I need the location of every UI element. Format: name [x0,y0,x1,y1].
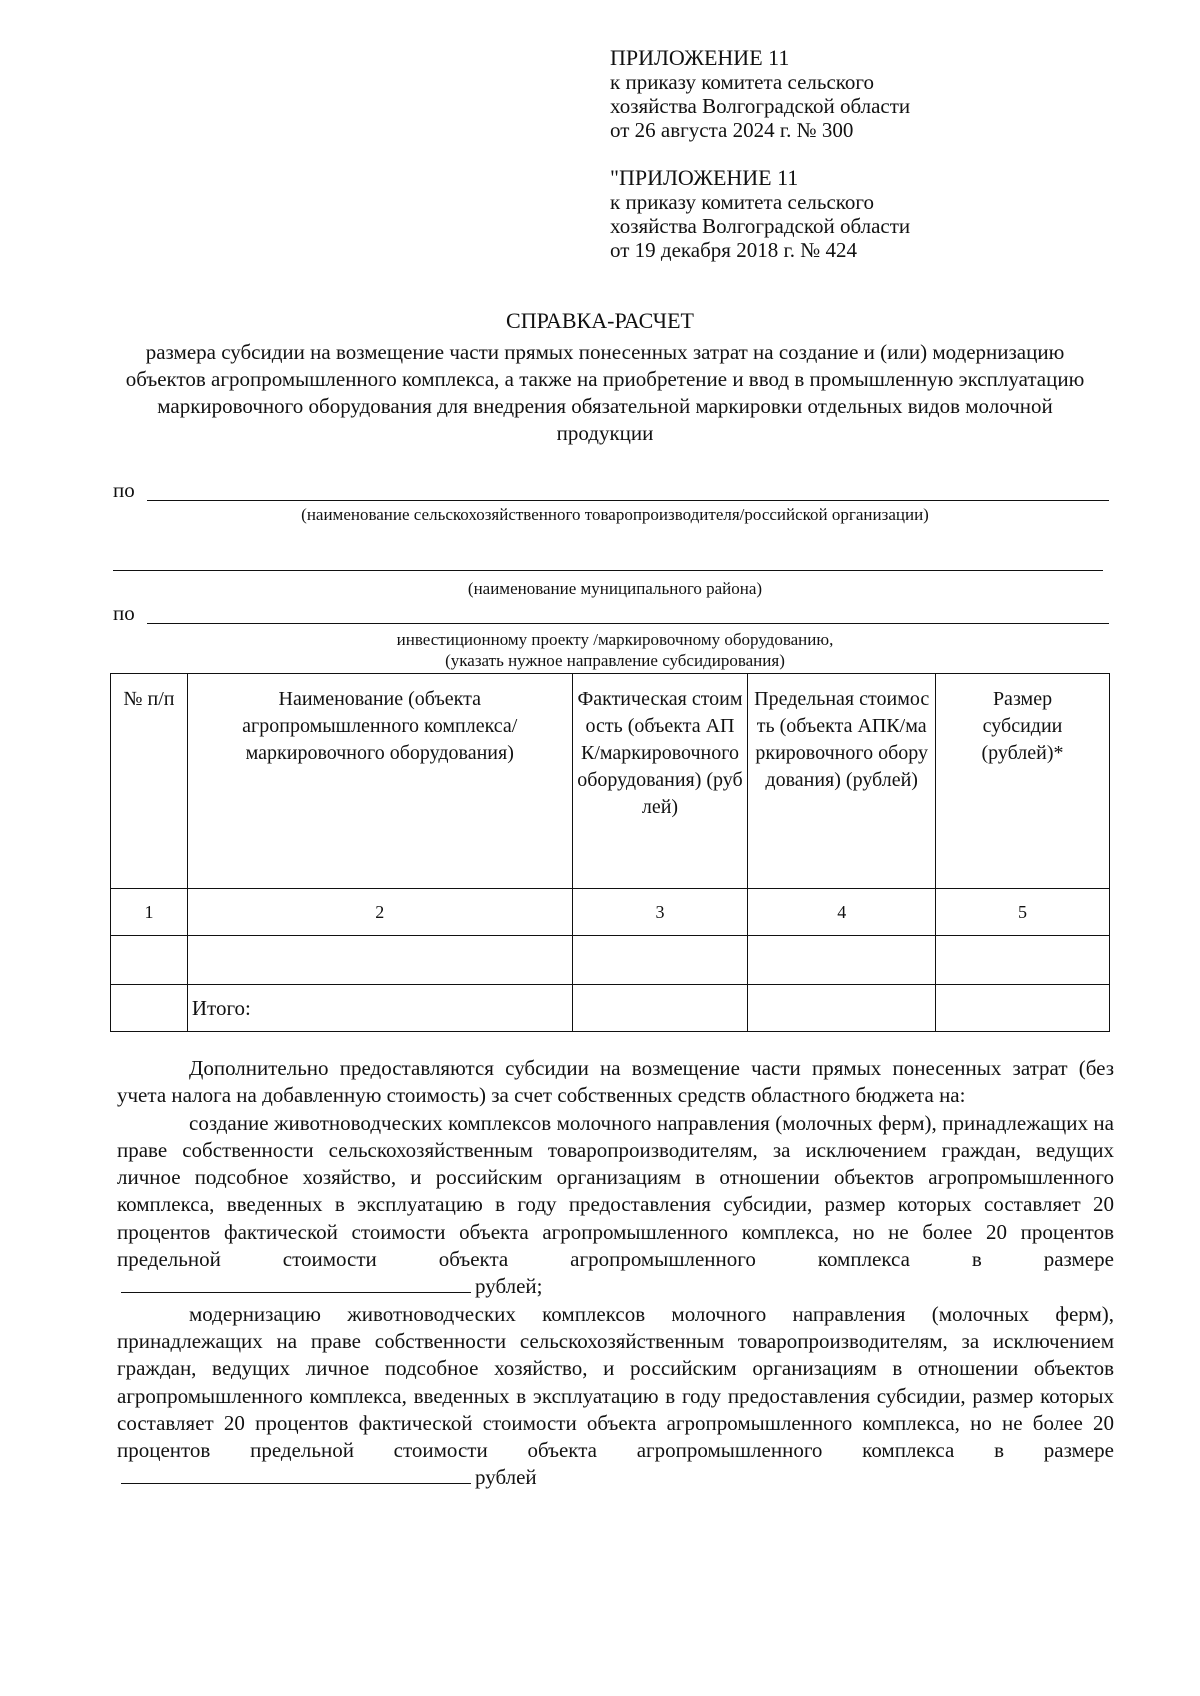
appendix-current-line1: к приказу комитета сельского [610,70,875,94]
body-paragraph-creation-end: рублей; [475,1274,543,1299]
appendix-original-line2: хозяйства Волгоградской области [610,214,911,238]
fill-line-producer-prefix: по [113,478,135,502]
total-label: Итого: [187,985,572,1032]
table-cell-empty[interactable] [187,936,572,985]
table-number-row [111,889,1110,936]
column-number-2: 2 [187,889,572,936]
header-number: № п/п [111,674,188,889]
table-cell-empty[interactable] [748,936,936,985]
fill-line-district-underline[interactable] [113,570,1103,571]
appendix-current [610,46,910,142]
table-row [111,936,1110,985]
table-total-row [111,985,1110,1032]
fill-line-producer [113,478,1113,506]
appendix-current-line3: от 26 августа 2024 г. № 300 [610,118,854,142]
table-cell-empty[interactable] [111,936,188,985]
appendix-original-line3: от 19 декабря 2018 г. № 424 [610,238,857,262]
appendix-current-head: ПРИЛОЖЕНИЕ 11 [610,45,790,70]
header-subsidy-amount: Размер субсидии (рублей)* [936,674,1110,889]
calculation-table [110,673,1110,1032]
fill-line-producer-caption: (наименование сельскохозяйственного товаропроизводителя/российской организации) [301,505,929,524]
table-cell-empty [111,985,188,1032]
appendix-original [610,166,910,262]
body-paragraph-intro: Дополнительно предоставляются субсидии на возмещение части прямых понесенных затрат (без учета налога на добавленную стоимость) за счет собственных средств областного бюджета на: [117,1056,1114,1108]
body-paragraph-modernization-end: рублей [475,1465,537,1490]
table-header-row [111,674,1110,889]
fill-line-direction-caption-line2: (указать нужное направление субсидирования) [445,651,785,670]
total-limit-cost-cell[interactable] [748,985,936,1032]
total-subsidy-cell[interactable] [936,985,1110,1032]
column-number-5: 5 [936,889,1110,936]
fill-line-direction [113,601,1113,629]
header-actual-cost: Фактическая стоимость (объекта АПК/маркировочного оборудования) (рублей) [572,674,748,889]
fill-line-district-caption: (наименование муниципального района) [467,579,763,598]
column-number-4: 4 [748,889,936,936]
header-limit-cost: Предельная стоимость (объекта АПК/маркировочного оборудования) (рублей) [748,674,936,889]
table-cell-empty[interactable] [936,936,1110,985]
body-paragraph-modernization [117,1301,1114,1492]
fill-line-producer-underline[interactable] [147,500,1109,501]
column-number-3: 3 [572,889,748,936]
body-paragraph-modernization-text: модернизацию животноводческих комплексов молочного направления (молочных ферм), принадлежащих на праве собственности сельскохозяйственным товаропроизводителям, за исключением граждан, ведущих личное подсобное хозяйство, и российским организациям в отношении объектов агропромышленного комплекса, введенных в эксплуатацию в году предоставления субсидии, размер которых составляет 20 процентов фактической стоимости объекта агропромышленного комплекса, но не более 20 процентов предельной стоимости объекта агропромышленного комплекса в размере [117,1301,1114,1463]
fill-line-direction-caption-line1: инвестиционному проекту /маркировочному оборудованию, [396,630,834,649]
column-number-1: 1 [111,889,188,936]
fill-line-direction-prefix: по [113,601,135,625]
appendix-original-line1: к приказу комитета сельского [610,190,875,214]
fill-line-direction-caption [300,629,930,671]
document-subtitle: размера субсидии на возмещение части прямых понесенных затрат на создание и (или) модернизацию объектов агропромышленного комплекса, а также на приобретение и ввод в промышленную эксплуатацию маркировочного оборудования для внедрения обязательной маркировки отдельных видов молочной продукции [125,340,1085,445]
body-paragraph-creation-text: создание животноводческих комплексов молочного направления (молочных ферм), принадлежащих на праве собственности сельскохозяйственным товаропроизводителям, за исключением граждан, ведущих личное подсобное хозяйство, и российским организациям в отношении объектов агропромышленного комплекса, введенных в эксплуатацию в году предоставления субсидии, размер которых составляет 20 процентов фактической стоимости объекта агропромышленного комплекса, но не более 20 процентов предельной стоимости объекта агропромышленного комплекса в размере [117,1110,1114,1272]
header-object-name: Наименование (объекта агропромышленного комплекса/маркировочного оборудования) [187,674,572,889]
table-cell-empty[interactable] [572,936,748,985]
body-text [117,1055,1114,1492]
creation-amount-blank[interactable] [121,1274,471,1293]
fill-line-district [113,550,1113,574]
body-paragraph-creation [117,1110,1114,1301]
fill-line-direction-underline[interactable] [147,623,1109,624]
appendix-original-head: "ПРИЛОЖЕНИЕ 11 [610,165,799,190]
document-title: СПРАВКА-РАСЧЕТ [506,308,694,333]
appendix-current-line2: хозяйства Волгоградской области [610,94,911,118]
modernization-amount-blank[interactable] [121,1465,471,1484]
total-actual-cost-cell[interactable] [572,985,748,1032]
